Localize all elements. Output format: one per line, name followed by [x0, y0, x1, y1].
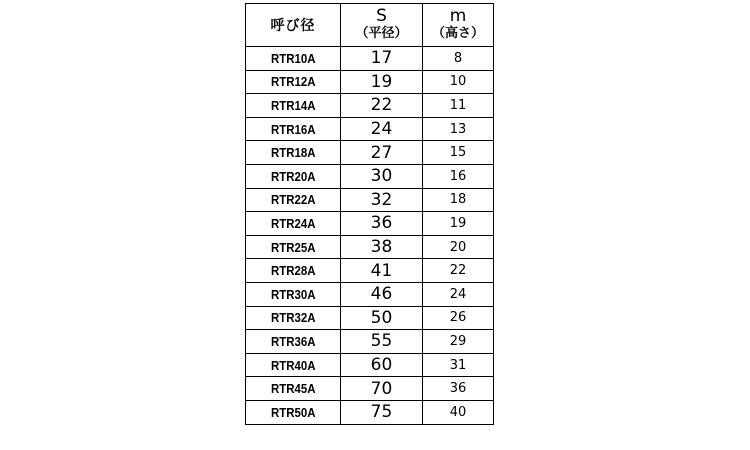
table-row — [246, 188, 494, 212]
cell-s-value: 32 — [341, 188, 423, 212]
header-s-label: S — [376, 6, 387, 26]
table-row — [246, 117, 494, 141]
cell-s-value: 41 — [341, 259, 423, 283]
table-row — [246, 353, 494, 377]
cell-m-value: 15 — [423, 141, 494, 165]
table-row — [246, 47, 494, 71]
header-row — [246, 4, 494, 47]
cell-m-value: 8 — [423, 47, 494, 71]
cell-s-value: 19 — [341, 70, 423, 94]
cell-m-value: 40 — [423, 400, 494, 424]
cell-nominal-size: RTR30A — [246, 282, 341, 306]
cell-s-value: 70 — [341, 377, 423, 401]
header-m-sublabel: （高さ） — [431, 26, 484, 41]
cell-m-value: 29 — [423, 330, 494, 354]
cell-m-value: 22 — [423, 259, 494, 283]
cell-s-value: 38 — [341, 235, 423, 259]
cell-s-value: 36 — [341, 212, 423, 236]
cell-nominal-size: RTR14A — [246, 94, 341, 118]
cell-m-value: 19 — [423, 212, 494, 236]
cell-nominal-size: RTR36A — [246, 330, 341, 354]
cell-s-value: 60 — [341, 353, 423, 377]
cell-nominal-size: RTR45A — [246, 377, 341, 401]
dimension-table — [245, 3, 494, 425]
cell-s-value: 30 — [341, 164, 423, 188]
cell-m-value: 36 — [423, 377, 494, 401]
cell-m-value: 26 — [423, 306, 494, 330]
cell-nominal-size: RTR25A — [246, 235, 341, 259]
cell-m-value: 31 — [423, 353, 494, 377]
table-row — [246, 164, 494, 188]
table-row — [246, 235, 494, 259]
cell-s-value: 50 — [341, 306, 423, 330]
header-m-height — [423, 4, 494, 47]
cell-m-value: 24 — [423, 282, 494, 306]
cell-nominal-size: RTR32A — [246, 306, 341, 330]
header-s-width-across-flats — [341, 4, 423, 47]
header-m-label: m — [449, 6, 467, 26]
table-row — [246, 141, 494, 165]
cell-nominal-size: RTR22A — [246, 188, 341, 212]
cell-s-value: 55 — [341, 330, 423, 354]
table-row — [246, 377, 494, 401]
cell-nominal-size: RTR18A — [246, 141, 341, 165]
cell-m-value: 18 — [423, 188, 494, 212]
cell-s-value: 22 — [341, 94, 423, 118]
cell-s-value: 46 — [341, 282, 423, 306]
table-row — [246, 94, 494, 118]
cell-nominal-size: RTR50A — [246, 400, 341, 424]
cell-nominal-size: RTR12A — [246, 70, 341, 94]
header-s-sublabel: （平径） — [355, 26, 408, 41]
cell-s-value: 24 — [341, 117, 423, 141]
cell-nominal-size: RTR10A — [246, 47, 341, 71]
cell-s-value: 27 — [341, 141, 423, 165]
table-row — [246, 282, 494, 306]
table-row — [246, 400, 494, 424]
cell-m-value: 11 — [423, 94, 494, 118]
table-row — [246, 306, 494, 330]
table-row — [246, 70, 494, 94]
table-row — [246, 330, 494, 354]
cell-nominal-size: RTR24A — [246, 212, 341, 236]
cell-m-value: 10 — [423, 70, 494, 94]
cell-m-value: 16 — [423, 164, 494, 188]
cell-nominal-size: RTR20A — [246, 164, 341, 188]
cell-nominal-size: RTR40A — [246, 353, 341, 377]
table-row — [246, 259, 494, 283]
table-row — [246, 212, 494, 236]
cell-m-value: 13 — [423, 117, 494, 141]
cell-nominal-size: RTR28A — [246, 259, 341, 283]
cell-s-value: 75 — [341, 400, 423, 424]
cell-m-value: 20 — [423, 235, 494, 259]
cell-nominal-size: RTR16A — [246, 117, 341, 141]
header-nominal-size: 呼び径 — [246, 4, 341, 47]
cell-s-value: 17 — [341, 47, 423, 71]
